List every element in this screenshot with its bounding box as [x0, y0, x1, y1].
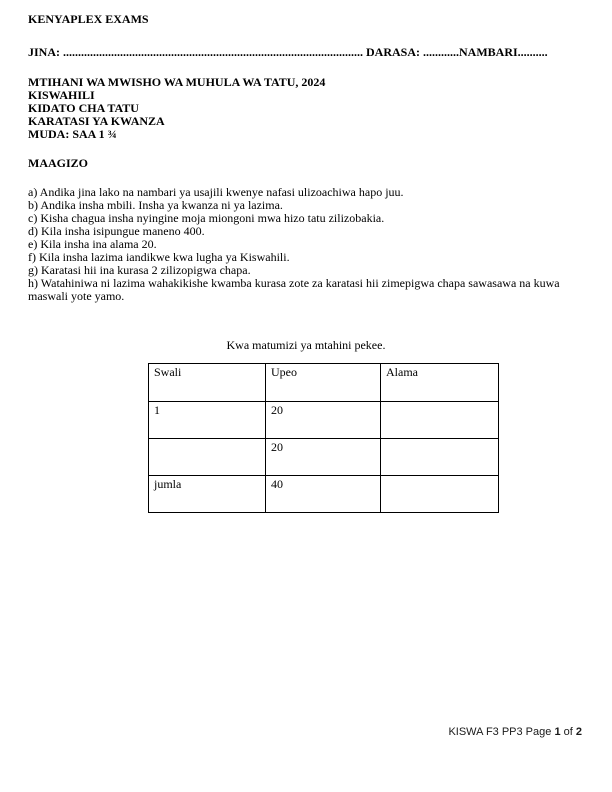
nambari-label: NAMBARI	[459, 45, 518, 59]
instructions-list	[28, 186, 584, 303]
table-header-row	[149, 364, 499, 402]
cell-alama-2	[381, 439, 499, 476]
instructions-heading: MAAGIZO	[28, 156, 88, 170]
footer-total-pages: 2	[575, 726, 582, 738]
subject-line: KISWAHILI	[28, 88, 95, 102]
exam-title-line: MTIHANI WA MWISHO WA MUHULA WA TATU, 2024	[28, 75, 326, 89]
cell-upeo-2: 20	[266, 439, 381, 476]
paper-line: KARATASI YA KWANZA	[28, 114, 165, 128]
candidate-name-line	[28, 46, 584, 59]
jina-dotted-line: ....................................................................................................	[63, 45, 363, 59]
footer-label: KISWA F3 PP3 Page	[448, 726, 552, 738]
header-cell-alama: Alama	[381, 364, 499, 402]
exam-board-title: KENYAPLEX EXAMS	[28, 12, 149, 26]
cell-swali-jumla: jumla	[149, 476, 266, 513]
header-cell-upeo: Upeo	[266, 364, 381, 402]
instruction-item-f: f) Kila insha lazima iandikwe kwa lugha ya Kiswahili.	[28, 250, 290, 264]
instruction-item-a: a) Andika jina lako na nambari ya usajili kwenye nafasi ulizoachiwa hapo juu.	[28, 185, 404, 199]
instruction-item-e: e) Kila insha ina alama 20.	[28, 237, 157, 251]
duration-line: MUDA: SAA 1 ¾	[28, 127, 117, 141]
instruction-item-h: h) Watahiniwa ni lazima wahakikishe kwamba kurasa zote za karatasi hii zimepigwa chapa sawasawa na kuwa maswali yote yamo.	[28, 276, 560, 303]
cell-swali-2	[149, 439, 266, 476]
footer-of-label: of	[563, 726, 573, 738]
cell-alama-1	[381, 402, 499, 439]
marks-table-caption: Kwa matumizi ya mtahini pekee.	[226, 338, 386, 352]
nambari-dotted-line: ..........	[517, 45, 548, 59]
instruction-item-d: d) Kila insha isipungue maneno 400.	[28, 224, 205, 238]
exam-title-block	[28, 76, 584, 141]
instruction-item-b: b) Andika insha mbili. Insha ya kwanza ni ya lazima.	[28, 198, 283, 212]
cell-alama-jumla	[381, 476, 499, 513]
footer-page-number: 1	[554, 726, 561, 738]
cell-swali-1: 1	[149, 402, 266, 439]
instruction-item-c: c) Kisha chagua insha nyingine moja miongoni mwa hizo tatu zilizobakia.	[28, 211, 385, 225]
cell-upeo-jumla: 40	[266, 476, 381, 513]
darasa-dotted-line: ............	[423, 45, 459, 59]
instruction-item-g: g) Karatasi hii ina kurasa 2 zilizopigwa chapa.	[28, 263, 251, 277]
table-row	[149, 402, 499, 439]
darasa-label: DARASA:	[366, 45, 420, 59]
table-row	[149, 439, 499, 476]
header-cell-swali: Swali	[149, 364, 266, 402]
marks-table	[148, 363, 499, 513]
table-row	[149, 476, 499, 513]
form-line: KIDATO CHA TATU	[28, 101, 139, 115]
page-footer	[448, 726, 582, 739]
cell-upeo-1: 20	[266, 402, 381, 439]
jina-label: JINA:	[28, 45, 60, 59]
